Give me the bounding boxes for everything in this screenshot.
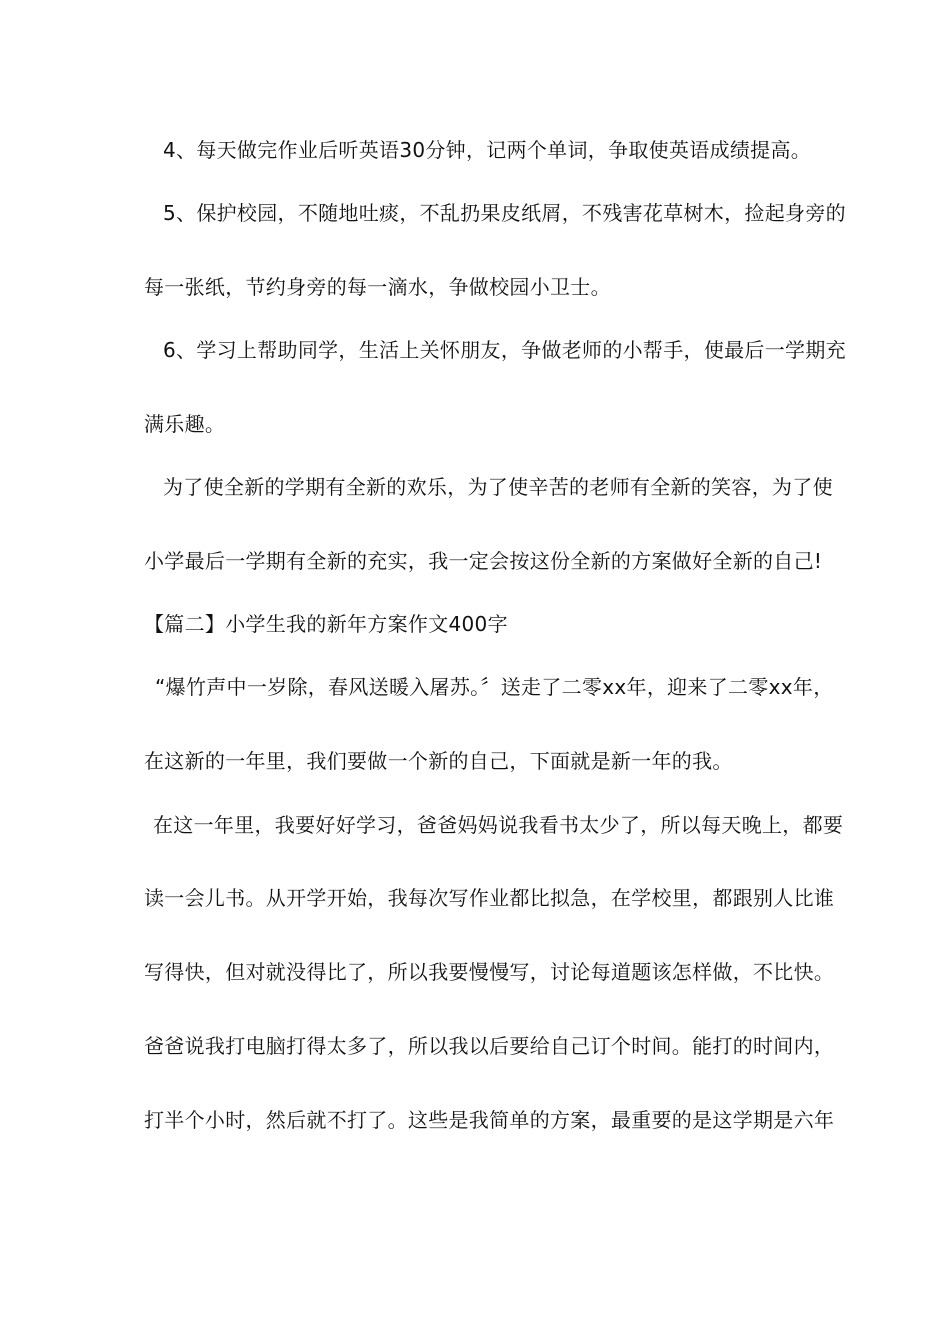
text-line-12: 读一会儿书。从开学开始，我每次写作业都比拟急，在学校里，都跟别人比谁 [144, 886, 835, 910]
text-line-14: 爸爸说我打电脑打得太多了，所以我以后要给自己订个时间。能打的时间内， [144, 1034, 835, 1058]
text-line-2: 5、保护校园，不随地吐痰，不乱扔果皮纸屑，不残害花草树木，捡起身旁的 [163, 201, 846, 225]
text-line-1: 4、每天做完作业后听英语30分钟，记两个单词，争取使英语成绩提高。 [163, 138, 812, 162]
text-line-11: 在这一年里，我要好好学习，爸爸妈妈说我看书太少了，所以每天晚上，都要 [153, 813, 844, 837]
text-line-5: 满乐趣。 [144, 412, 226, 436]
text-line-4: 6、学习上帮助同学，生活上关怀朋友，争做老师的小帮手，使最后一学期充 [163, 338, 846, 362]
text-line-10: 在这新的一年里，我们要做一个新的自己，下面就是新一年的我。 [144, 749, 733, 773]
text-line-7: 小学最后一学期有全新的充实，我一定会按这份全新的方案做好全新的自己! [144, 549, 823, 573]
text-line-3: 每一张纸，节约身旁的每一滴水，争做校园小卫士。 [144, 275, 611, 299]
text-line-9: “爆竹声中一岁除，春风送暖入屠苏。〞送走了二零xx年，迎来了二零xx年， [155, 675, 834, 699]
text-line-13: 写得快，但对就没得比了，所以我要慢慢写，讨论每道题该怎样做，不比快。 [144, 960, 835, 984]
text-line-6: 为了使全新的学期有全新的欢乐，为了使辛苦的老师有全新的笑容，为了使 [163, 475, 833, 499]
section-heading: 【篇二】小学生我的新年方案作文400字 [144, 612, 508, 636]
text-line-15: 打半个小时，然后就不打了。这些是我简单的方案，最重要的是这学期是六年 [144, 1108, 835, 1132]
